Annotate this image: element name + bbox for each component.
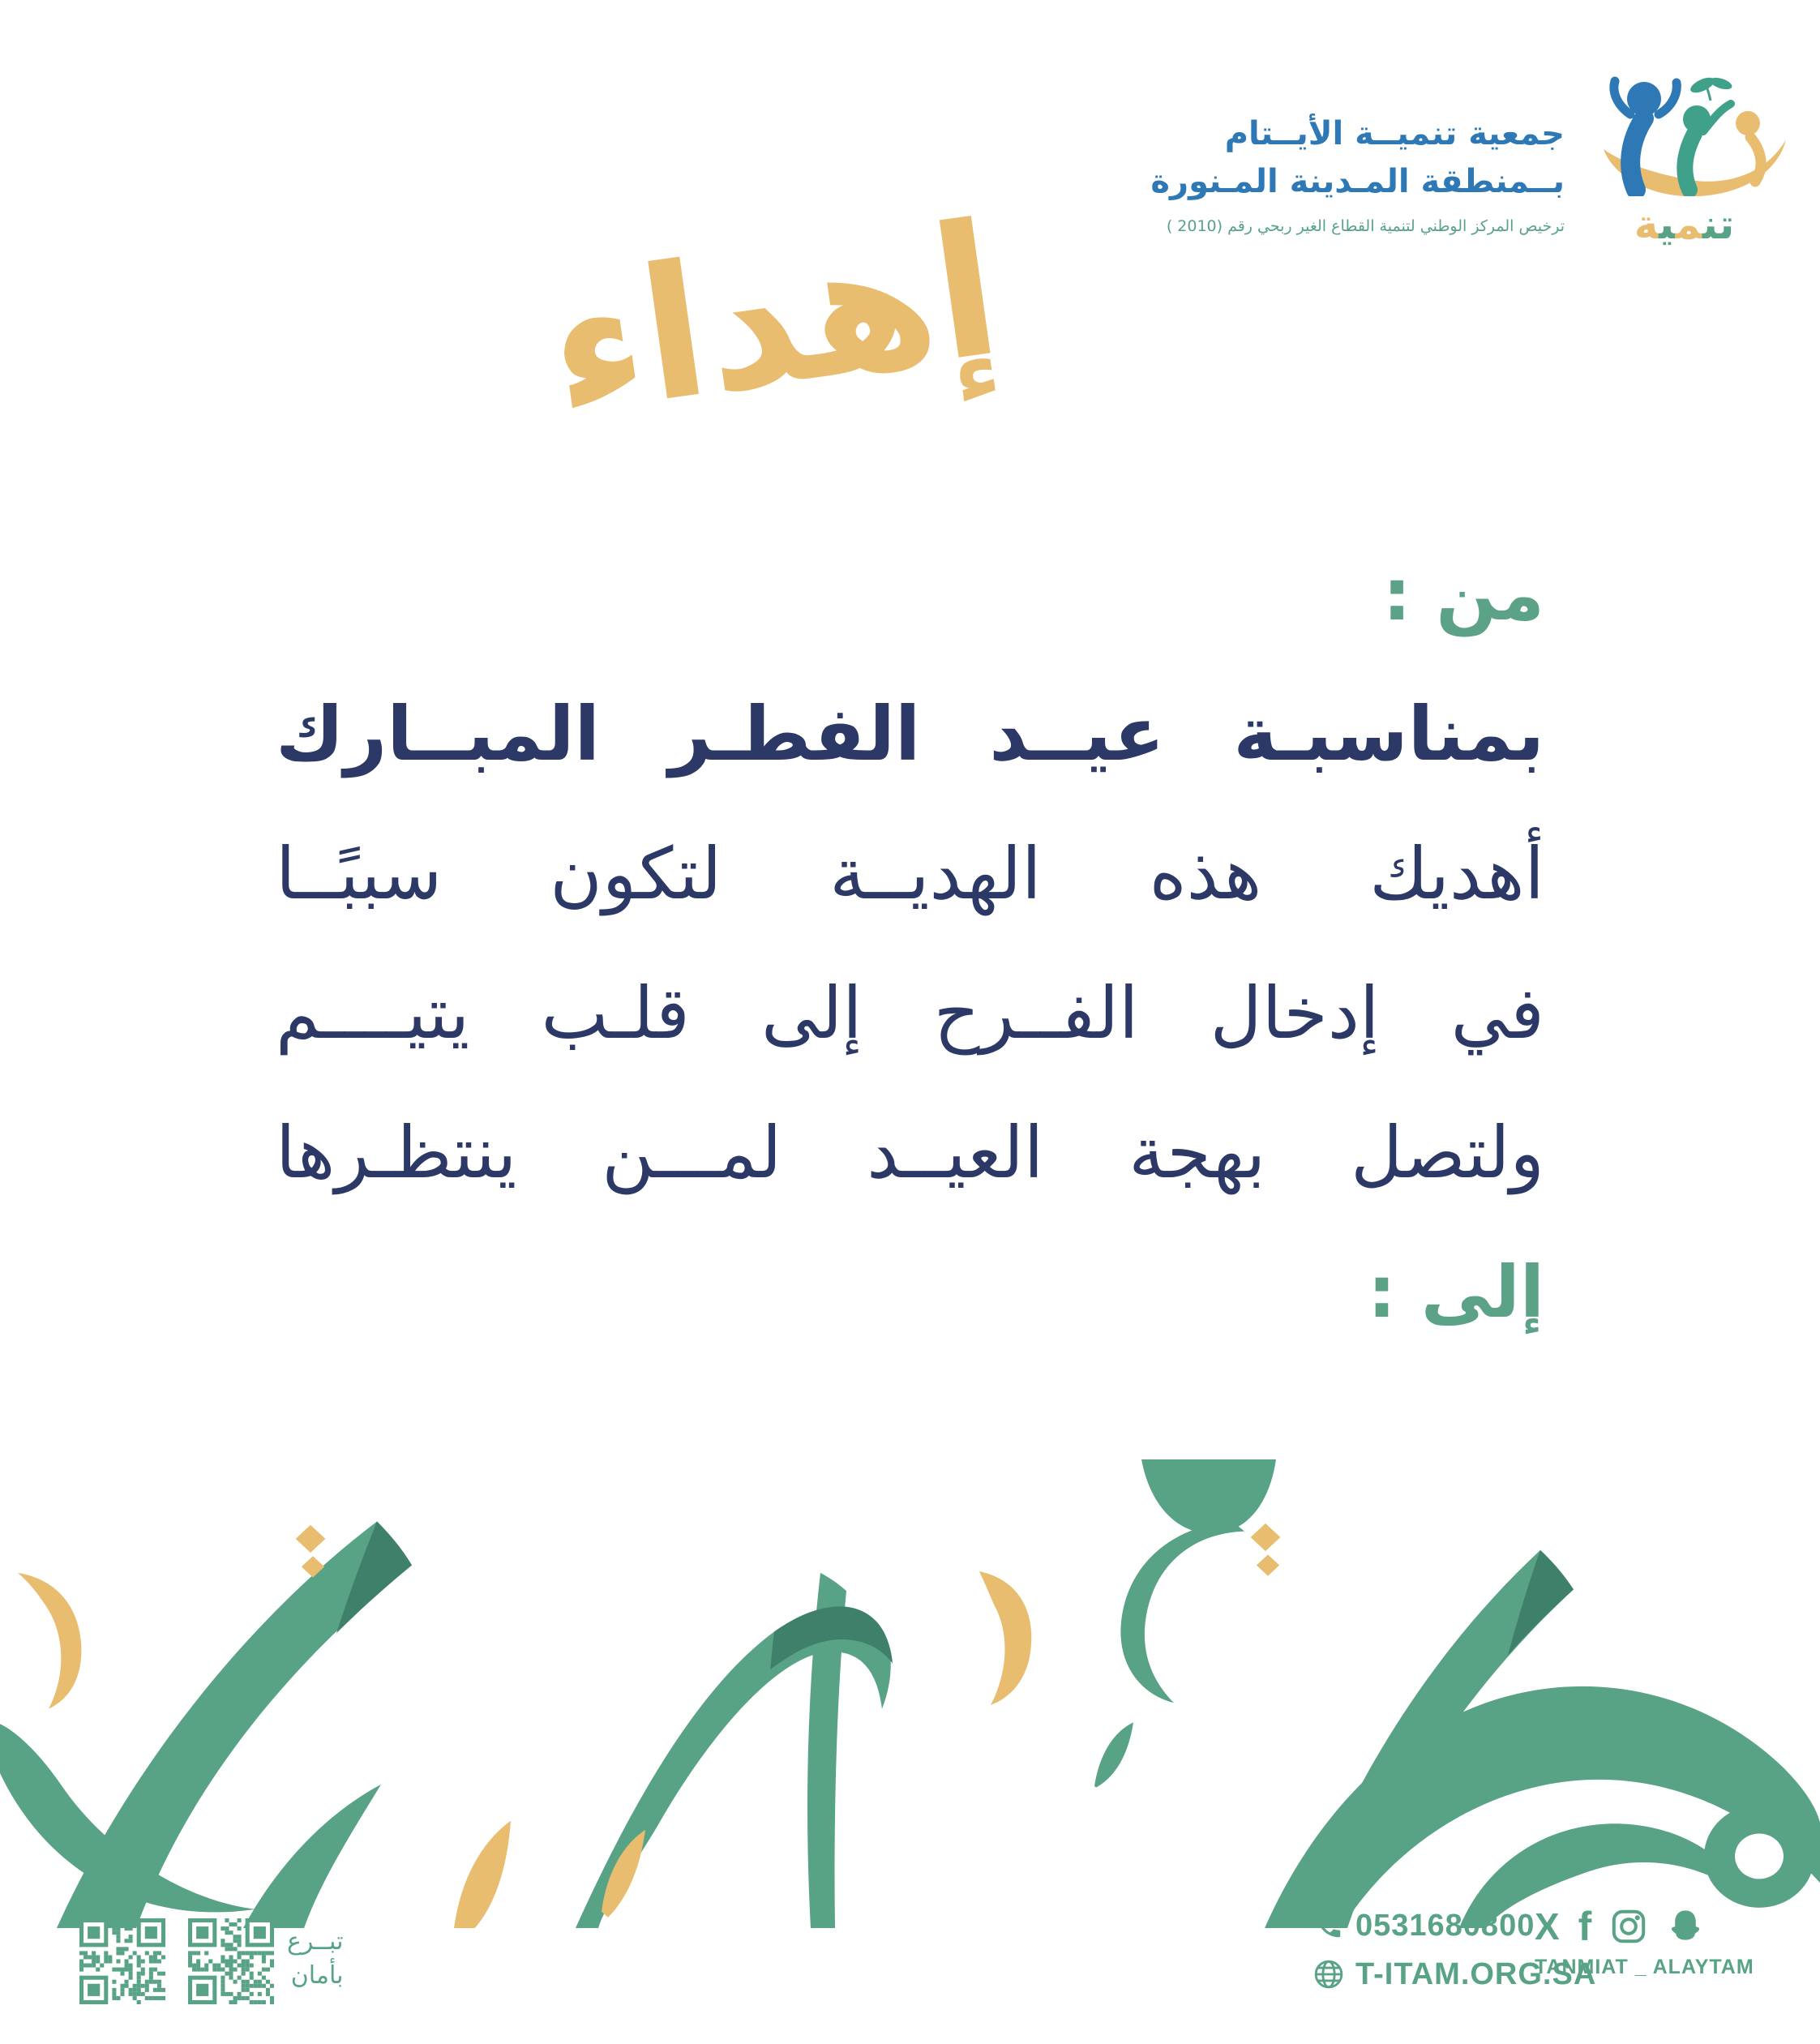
org-logo (1581, 75, 1788, 248)
wordmark-letter: ة (1634, 201, 1659, 248)
footer-social (1535, 1904, 1754, 1979)
instagram-icon[interactable] (1610, 1908, 1647, 1945)
calligraphy-title (536, 158, 1013, 482)
band-calligraphy-art (0, 1459, 1820, 1928)
org-wordmark (1581, 201, 1788, 248)
phone-number[interactable]: 0531680800 (1355, 1909, 1535, 1943)
decorative-calligraphy-band (0, 1459, 1820, 1928)
org-name-block (1150, 110, 1565, 235)
dedication-line-3: في إدخال الفــرح إلى قلـب يتيــــم (276, 971, 1544, 1055)
org-name-line2: بــمنطقة المـدينة المـنورة (1150, 163, 1565, 200)
donation-qr-code-2[interactable] (188, 1918, 274, 2004)
globe-icon (1313, 1959, 1344, 1990)
license-text: ترخيص المركز الوطني لتنمية القطاع الغير ربحي رقم (2010 ) (1166, 217, 1565, 235)
header-logo (1150, 75, 1788, 248)
donation-qr-code-1[interactable] (79, 1918, 165, 2004)
dedication-text (276, 525, 1544, 1362)
wordmark-letter: م (1675, 201, 1703, 248)
org-logo-icon (1581, 75, 1788, 196)
social-handle[interactable]: TANMIAT _ ALAYTAM (1535, 1956, 1754, 1978)
wordmark-letter: ي (1659, 201, 1676, 248)
calligraphy-word: إهداء (536, 183, 1013, 457)
wordmark-letter: ت (1719, 201, 1735, 248)
dedication-line-4: ولتصل بهجة العيــد لمـــن ينتظـرها (276, 1111, 1544, 1194)
social-icons-row (1535, 1905, 1705, 1948)
phone-icon (1313, 1910, 1344, 1941)
org-name-line1: جمعية تنميــة الأيــتام (1224, 115, 1565, 152)
wordmark-letter: ن (1702, 201, 1719, 248)
donate-safely-label (287, 1925, 343, 1993)
snapchat-icon[interactable] (1666, 1907, 1705, 1946)
donate-word-2: بأمان (290, 1961, 344, 1990)
website-url[interactable]: T-ITAM.ORG.SA (1355, 1957, 1597, 1991)
to-label: إلى : (1367, 1250, 1544, 1334)
donate-word-1: تبــرع (287, 1927, 344, 1956)
dedication-line-2: أهديك هذه الهديــة لتكون سببًــا (276, 832, 1544, 915)
x-twitter-icon[interactable]: X (1535, 1905, 1560, 1948)
from-label: من : (1382, 553, 1544, 636)
facebook-icon[interactable]: f (1578, 1904, 1592, 1949)
dedication-line-1: بمناسبـة عيــد الفطـر المبــارك (276, 691, 1544, 778)
